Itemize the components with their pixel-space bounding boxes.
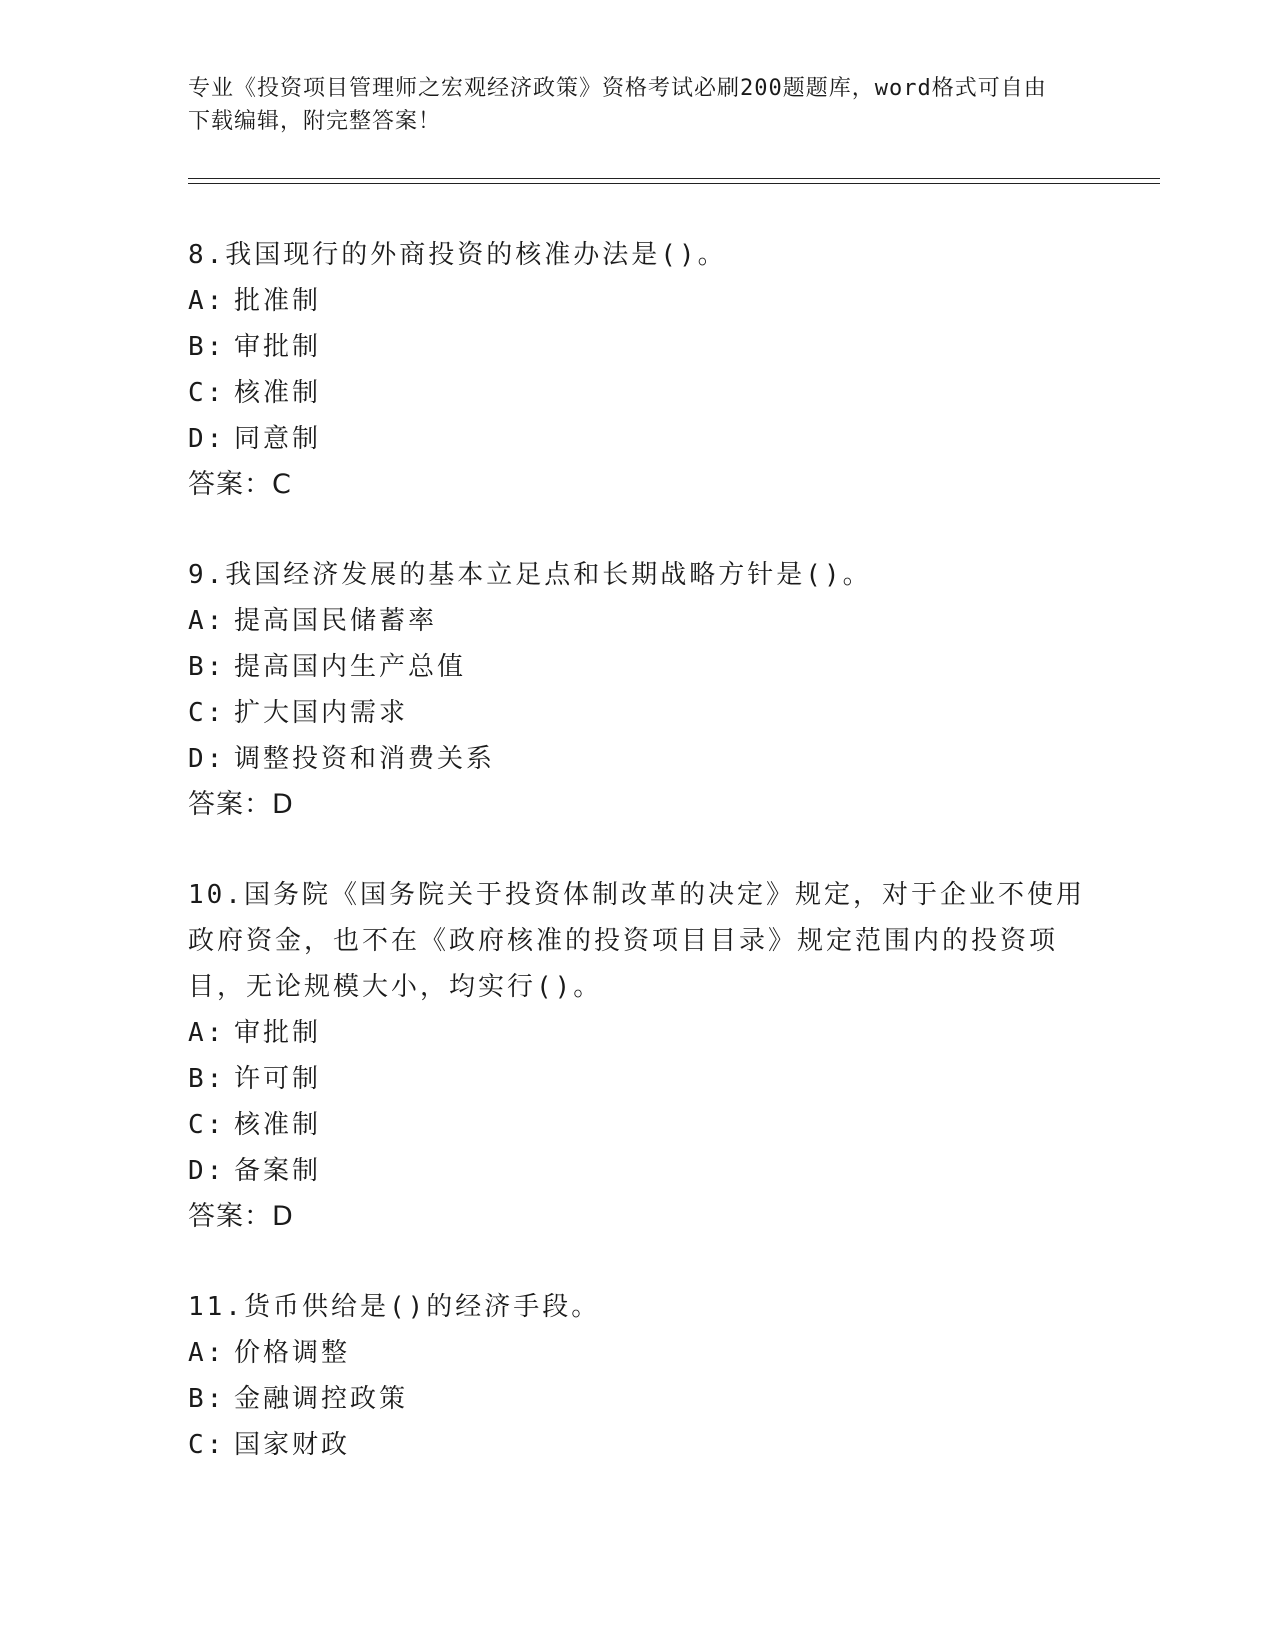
option-d (188, 736, 1088, 782)
option-a (188, 1330, 1088, 1376)
question-stem: 11.货币供给是()的经济手段。 (188, 1292, 601, 1322)
option-letter: C: (188, 1110, 226, 1140)
option-a (188, 278, 1088, 324)
option-letter: A: (188, 606, 226, 636)
header-divider-bottom (188, 183, 1160, 184)
option-c (188, 1422, 1088, 1468)
question-11 (188, 1284, 1088, 1468)
option-c (188, 1102, 1088, 1148)
answer-line: 答案：D (188, 789, 294, 820)
option-text: 备案制 (234, 1156, 322, 1186)
option-a (188, 1010, 1088, 1056)
question-stem: 10.国务院《国务院关于投资体制改革的决定》规定，对于企业不使用政府资金，也不在《政府核准的投资项目目录》规定范围内的投资项目，无论规模大小，均实行()。 (188, 880, 1085, 1002)
option-text: 价格调整 (234, 1338, 351, 1368)
option-text: 调整投资和消费关系 (234, 744, 496, 774)
option-letter: A: (188, 1338, 226, 1368)
question-9 (188, 552, 1088, 828)
option-letter: B: (188, 1064, 226, 1094)
question-10 (188, 872, 1088, 1240)
option-text: 审批制 (234, 332, 322, 362)
answer-line: 答案：C (188, 469, 292, 500)
option-b (188, 1056, 1088, 1102)
option-letter: C: (188, 698, 226, 728)
answer-line: 答案：D (188, 1201, 294, 1232)
option-letter: C: (188, 1430, 226, 1460)
option-text: 扩大国内需求 (234, 698, 409, 728)
question-stem: 9.我国经济发展的基本立足点和长期战略方针是()。 (188, 560, 872, 590)
option-text: 核准制 (234, 1110, 322, 1140)
header-divider-top (188, 178, 1160, 179)
option-letter: D: (188, 1156, 226, 1186)
option-text: 批准制 (234, 286, 322, 316)
option-b (188, 644, 1088, 690)
option-letter: A: (188, 1018, 226, 1048)
option-text: 许可制 (234, 1064, 322, 1094)
option-text: 提高国民储蓄率 (234, 606, 438, 636)
option-d (188, 1148, 1088, 1194)
option-letter: C: (188, 378, 226, 408)
option-letter: D: (188, 424, 226, 454)
option-a (188, 598, 1088, 644)
question-stem: 8.我国现行的外商投资的核准办法是()。 (188, 240, 727, 270)
option-letter: B: (188, 332, 226, 362)
option-c (188, 370, 1088, 416)
option-letter: D: (188, 744, 226, 774)
option-text: 国家财政 (234, 1430, 351, 1460)
option-c (188, 690, 1088, 736)
option-text: 同意制 (234, 424, 322, 454)
option-b (188, 1376, 1088, 1422)
option-text: 核准制 (234, 378, 322, 408)
option-letter: A: (188, 286, 226, 316)
document-header: 专业《投资项目管理师之宏观经济政策》资格考试必刷200题题库，word格式可自由下载编辑，附完整答案！ (188, 76, 1047, 134)
question-8 (188, 232, 1088, 508)
option-text: 提高国内生产总值 (234, 652, 467, 682)
option-text: 审批制 (234, 1018, 322, 1048)
option-d (188, 416, 1088, 462)
option-text: 金融调控政策 (234, 1384, 409, 1414)
option-letter: B: (188, 1384, 226, 1414)
option-b (188, 324, 1088, 370)
option-letter: B: (188, 652, 226, 682)
